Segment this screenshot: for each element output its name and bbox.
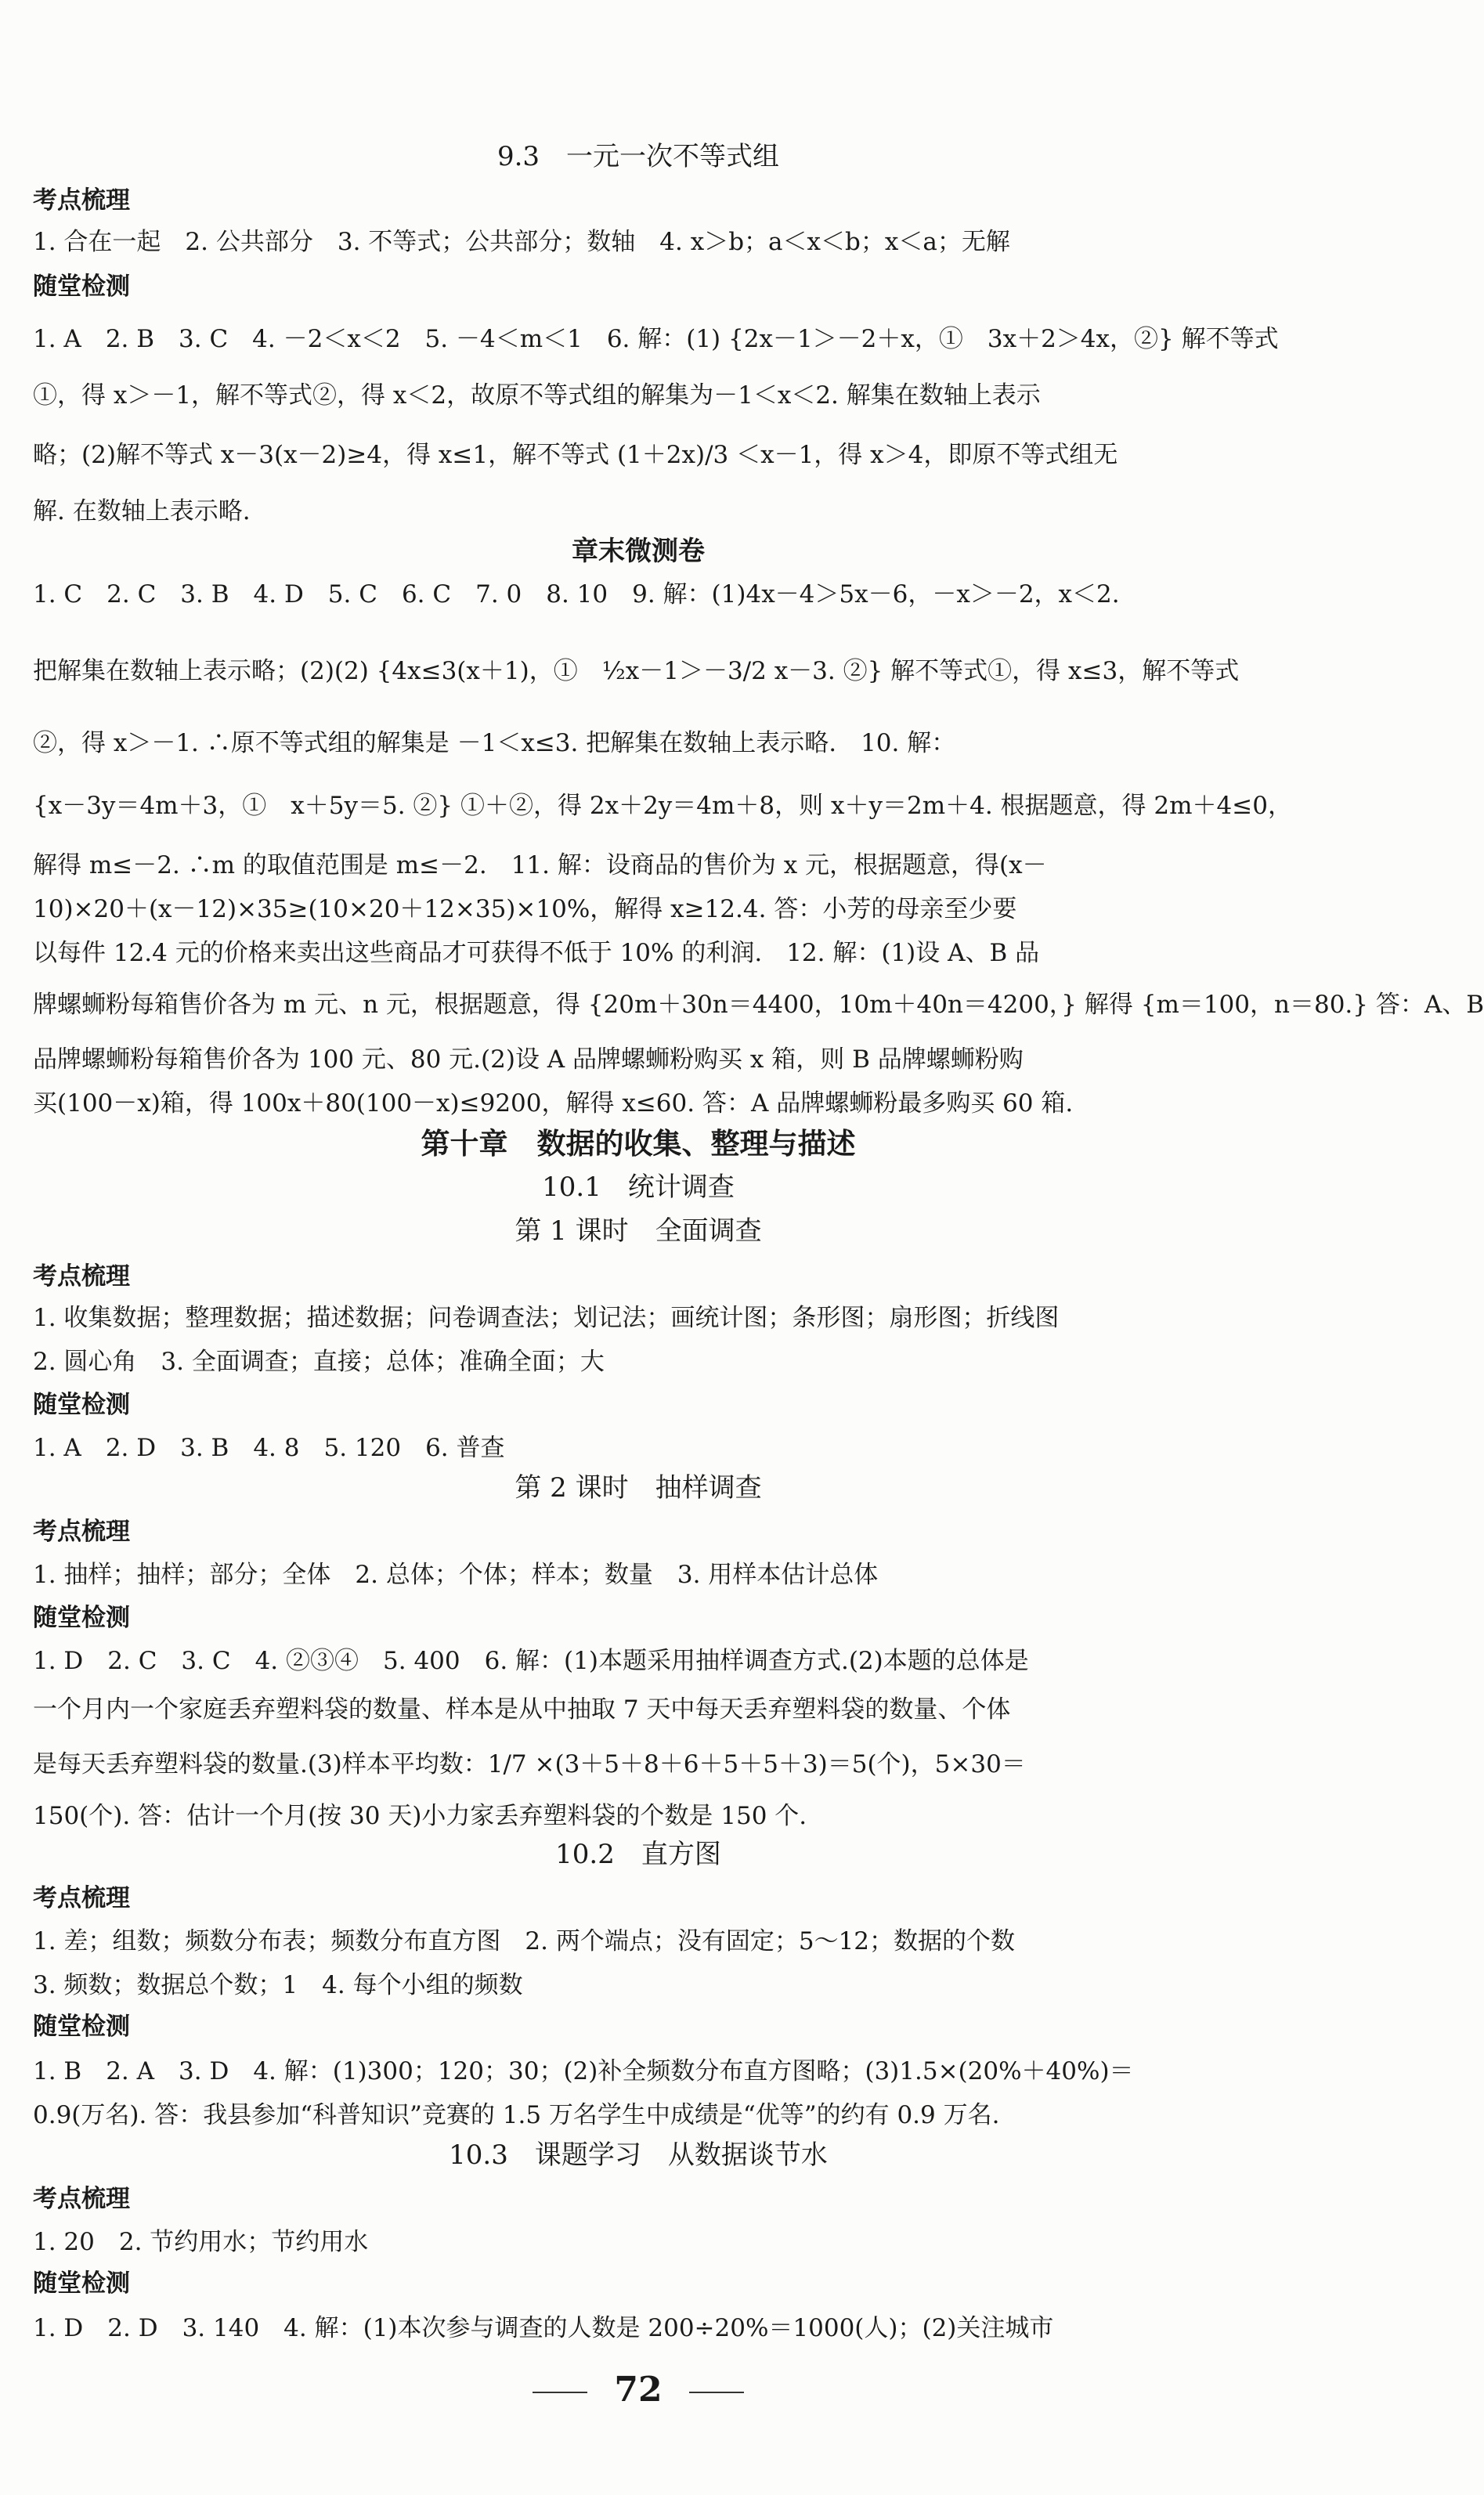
text-line: {x－3y＝4m＋3，① x＋5y＝5. ②} ①＋②，得 2x＋2y＝4m＋8，则 x＋y＝2m＋4. 根据题意，得 2m＋4≤0， (33, 792, 1292, 820)
subhead-classroom-check: 随堂检测 (33, 1604, 130, 1632)
text-line: 1. B 2. A 3. D 4. 解：(1)300；120；30；(2)补全频数分布直方图略；(3)1.5×(20%＋40%)＝ (33, 2057, 1134, 2085)
subhead-classroom-check: 随堂检测 (33, 273, 130, 301)
section-title-chapter-test: 章末微测卷 (572, 536, 705, 567)
text-line: 1. 合在一起 2. 公共部分 3. 不等式；公共部分；数轴 4. x＞b；a＜x＜b；x＜a；无解 (33, 228, 1010, 256)
text-line: 1. A 2. B 3. C 4. －2＜x＜2 5. －4＜m＜1 6. 解：(1) {2x－1＞－2＋x，① 3x＋2＞4x，②} 解不等式 (33, 325, 1279, 353)
page-number-value: 72 (614, 2370, 663, 2410)
text-line: 0.9(万名). 答：我县参加“科普知识”竞赛的 1.5 万名学生中成绩是“优等”的约有 0.9 万名. (33, 2101, 1000, 2129)
text-line: 3. 频数；数据总个数；1 4. 每个小组的频数 (33, 1971, 523, 1999)
text-line: ①，得 x＞－1，解不等式②，得 x＜2，故原不等式组的解集为－1＜x＜2. 解集在数轴上表示 (33, 381, 1041, 410)
section-title-10-2: 10.2 直方图 (555, 1839, 721, 1870)
text-line: 1. D 2. D 3. 140 4. 解：(1)本次参与调查的人数是 200÷20%＝1000(人)；(2)关注城市 (33, 2314, 1054, 2342)
subhead-key-points: 考点梳理 (33, 1518, 130, 1546)
subhead-key-points: 考点梳理 (33, 1262, 130, 1291)
text-line: 略；(2)解不等式 x－3(x－2)≥4，得 x≤1，解不等式 (1＋2x)/3 ＜x－1，得 x＞4，即原不等式组无 (33, 441, 1118, 469)
text-line: 以每件 12.4 元的价格来卖出这些商品才可获得不低于 10% 的利润. 12. 解：(1)设 A、B 品 (33, 939, 1040, 967)
text-line: 1. C 2. C 3. B 4. D 5. C 6. C 7. 0 8. 10 9. 解：(1)4x－4＞5x－6，－x＞－2，x＜2. (33, 580, 1120, 608)
subhead-key-points: 考点梳理 (33, 2185, 130, 2213)
text-line: 牌螺蛳粉每箱售价各为 m 元、n 元，根据题意，得 {20m＋30n＝4400，10m＋40n＝4200，} 解得 {m＝100，n＝80.} 答：A、B (33, 991, 1484, 1019)
text-line: 1. 差；组数；频数分布表；频数分布直方图 2. 两个端点；没有固定；5～12；数据的个数 (33, 1927, 1016, 1955)
text-line: 1. D 2. C 3. C 4. ②③④ 5. 400 6. 解：(1)本题采用抽样调查方式.(2)本题的总体是 (33, 1647, 1029, 1675)
lesson-title: 第 2 课时 抽样调查 (515, 1472, 762, 1504)
text-line: 解. 在数轴上表示略. (33, 497, 251, 525)
text-line: 是每天丢弃塑料袋的数量.(3)样本平均数：1/7 ×(3＋5＋8＋6＋5＋5＋3)＝5(个)，5×30＝ (33, 1750, 1026, 1778)
text-line: 解得 m≤－2. ∴m 的取值范围是 m≤－2. 11. 解：设商品的售价为 x 元，根据题意，得(x－ (33, 851, 1047, 879)
text-line: 1. 抽样；抽样；部分；全体 2. 总体；个体；样本；数量 3. 用样本估计总体 (33, 1561, 879, 1589)
text-line: 10)×20＋(x－12)×35≥(10×20＋12×35)×10%，解得 x≥12.4. 答：小芳的母亲至少要 (33, 895, 1017, 923)
section-title-10-3: 10.3 课题学习 从数据谈节水 (449, 2139, 828, 2171)
text-line: 买(100－x)箱，得 100x＋80(100－x)≤9200，解得 x≤60. 答：A 品牌螺蛳粉最多购买 60 箱. (33, 1089, 1074, 1118)
subhead-classroom-check: 随堂检测 (33, 2269, 130, 2298)
page-number-rule-right (689, 2392, 744, 2393)
text-line: 150(个). 答：估计一个月(按 30 天)小力家丢弃塑料袋的个数是 150 个. (33, 1802, 807, 1830)
page-number-rule-left (533, 2392, 587, 2393)
subhead-classroom-check: 随堂检测 (33, 2013, 130, 2041)
text-line: 1. A 2. D 3. B 4. 8 5. 120 6. 普查 (33, 1434, 505, 1462)
subhead-key-points: 考点梳理 (33, 186, 130, 215)
page-number (0, 2368, 1276, 2412)
section-title-9-3: 9.3 一元一次不等式组 (496, 141, 780, 172)
text-line: 品牌螺蛳粉每箱售价各为 100 元、80 元.(2)设 A 品牌螺蛳粉购买 x 箱，则 B 品牌螺蛳粉购 (33, 1045, 1024, 1074)
section-title-10-1: 10.1 统计调查 (542, 1172, 735, 1203)
text-line: 1. 20 2. 节约用水；节约用水 (33, 2228, 369, 2256)
subhead-key-points: 考点梳理 (33, 1884, 130, 1912)
text-line: 1. 收集数据；整理数据；描述数据；问卷调查法；划记法；画统计图；条形图；扇形图；折线图 (33, 1304, 1060, 1332)
text-line: ②，得 x＞－1. ∴原不等式组的解集是 －1＜x≤3. 把解集在数轴上表示略. 10. 解： (33, 729, 956, 757)
text-line: 把解集在数轴上表示略；(2)(2) {4x≤3(x＋1)，① ½x－1＞－3/2 x－3. ②} 解不等式①，得 x≤3，解不等式 (33, 657, 1240, 685)
subhead-classroom-check: 随堂检测 (33, 1391, 130, 1419)
chapter-title: 第十章 数据的收集、整理与描述 (421, 1126, 856, 1161)
lesson-title: 第 1 课时 全面调查 (515, 1215, 762, 1247)
text-line: 一个月内一个家庭丢弃塑料袋的数量、样本是从中抽取 7 天中每天丢弃塑料袋的数量、个体 (33, 1695, 1011, 1724)
text-line: 2. 圆心角 3. 全面调查；直接；总体；准确全面；大 (33, 1348, 605, 1376)
